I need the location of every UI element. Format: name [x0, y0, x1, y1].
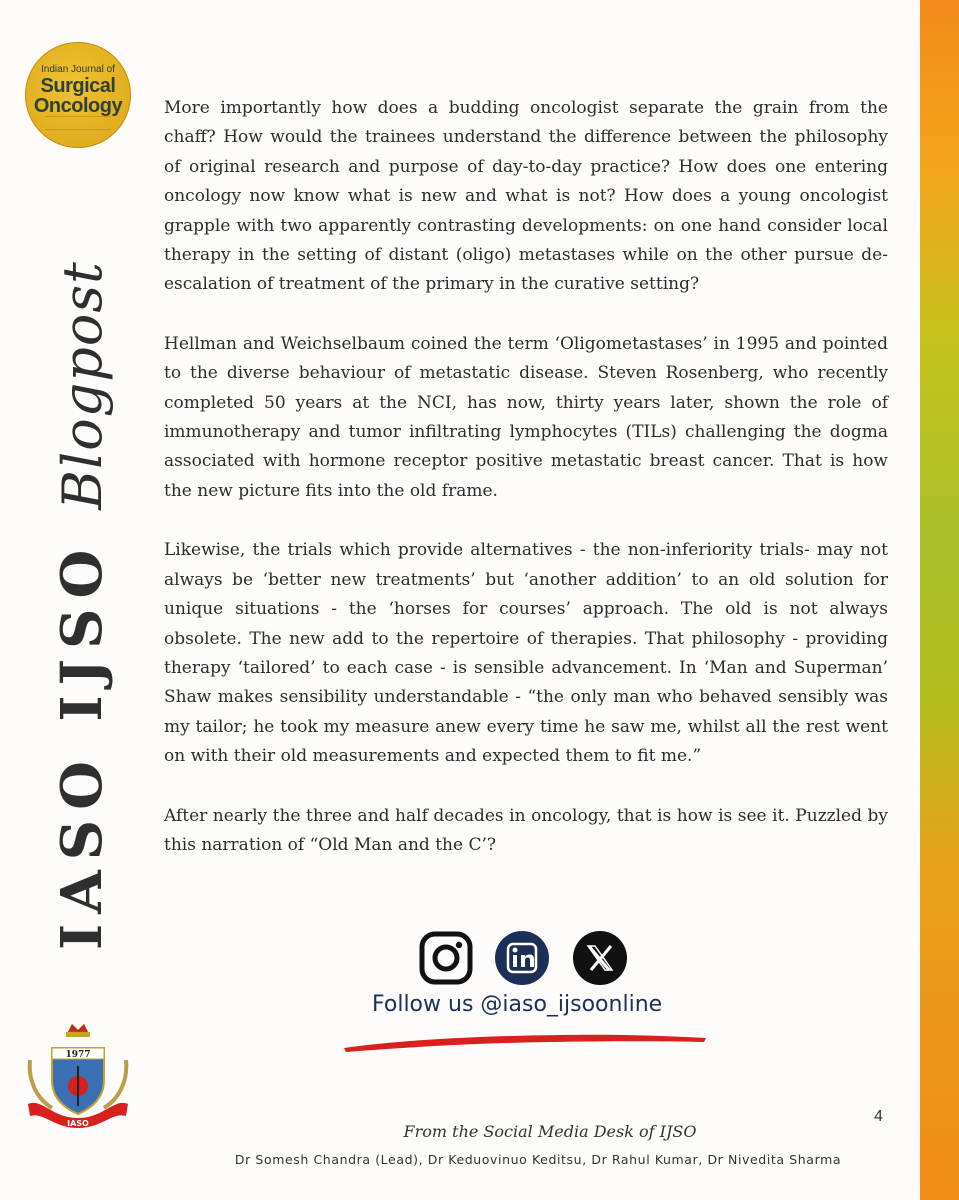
article-paragraph-1: More importantly how does a budding oncologist separate the grain from the chaff? How would the trainees understand the difference between the philosophy of original research and purpose of day-to-day practice? How does one entering oncology now know what is new and what is not? How does a young oncologist grapple with two apparently contrasting developments: on one hand consider local therapy in the setting of distant (oligo) metastases while on the other pursue de-escalation of treatment of the primary in the curative setting?	[164, 98, 888, 295]
journal-logo-title	[25, 76, 131, 116]
linkedin-icon[interactable]	[494, 930, 550, 986]
page-number: 4	[874, 1108, 883, 1125]
article-paragraph-4: After nearly the three and half decades in oncology, that is how is see it. Puzzled by this narration of “Old Man and the C’?	[164, 805, 888, 855]
vertical-title-script: Blogpost	[50, 261, 114, 510]
iaso-emblem	[22, 1020, 134, 1132]
journal-logo-line1: Indian Journal of	[41, 64, 115, 75]
social-icons-row	[418, 930, 630, 994]
red-brush-swoosh	[340, 1028, 710, 1054]
social-media-desk-line: From the Social Media Desk of IJSO	[403, 1122, 697, 1141]
vertical-title	[42, 190, 122, 950]
article-paragraph-3: Likewise, the trials which provide alternatives - the non-inferiority trials- may not always be ‘better new treatments’ but ‘another addition’ to an old solution for unique situations - the ‘horses for courses’ approach. The old is not always obsolete. The new add to the repertoire of therapies. That philosophy - providing therapy ‘tailored’ to each case - is sensible advancement. In ‘Man and Superman’ Shaw makes sensibility understandable - “the only man who behaved sensibly was my tailor; he took my measure anew every time he saw me, whilst all the rest went on with their old measurements and expected them to fit me.”	[164, 540, 888, 767]
journal-logo-line3: Oncology	[33, 95, 123, 117]
journal-logo-line2: Surgical	[40, 75, 116, 97]
article-body	[164, 94, 888, 890]
instagram-icon[interactable]	[418, 930, 474, 986]
x-icon[interactable]	[572, 930, 628, 986]
vertical-title-main: IASO IJSO	[49, 539, 115, 950]
emblem-label: IASO	[67, 1119, 89, 1128]
journal-logo	[25, 42, 131, 148]
follow-us-handle[interactable]: Follow us @iaso_ijsoonline	[372, 992, 663, 1017]
article-paragraph-2: Hellman and Weichselbaum coined the term ‘Oligometastases’ in 1995 and pointed to the diverse behaviour of metastatic disease. Steven Rosenberg, who recently completed 50 years at the NCI, has now, thirty years later, shown the role of immunotherapy and tumor infiltrating lymphocytes (TILs) challenging the dogma associated with hormone receptor positive metastatic breast cancer. That is how the new picture fits into the old frame.	[164, 333, 888, 501]
side-color-stripe	[920, 0, 959, 1200]
authors-line: Dr Somesh Chandra (Lead), Dr Keduovinuo Keditsu, Dr Rahul Kumar, Dr Nivedita Sharma	[234, 1152, 842, 1167]
journal-logo-fineprint	[45, 116, 111, 130]
emblem-year: 1977	[65, 1050, 91, 1060]
